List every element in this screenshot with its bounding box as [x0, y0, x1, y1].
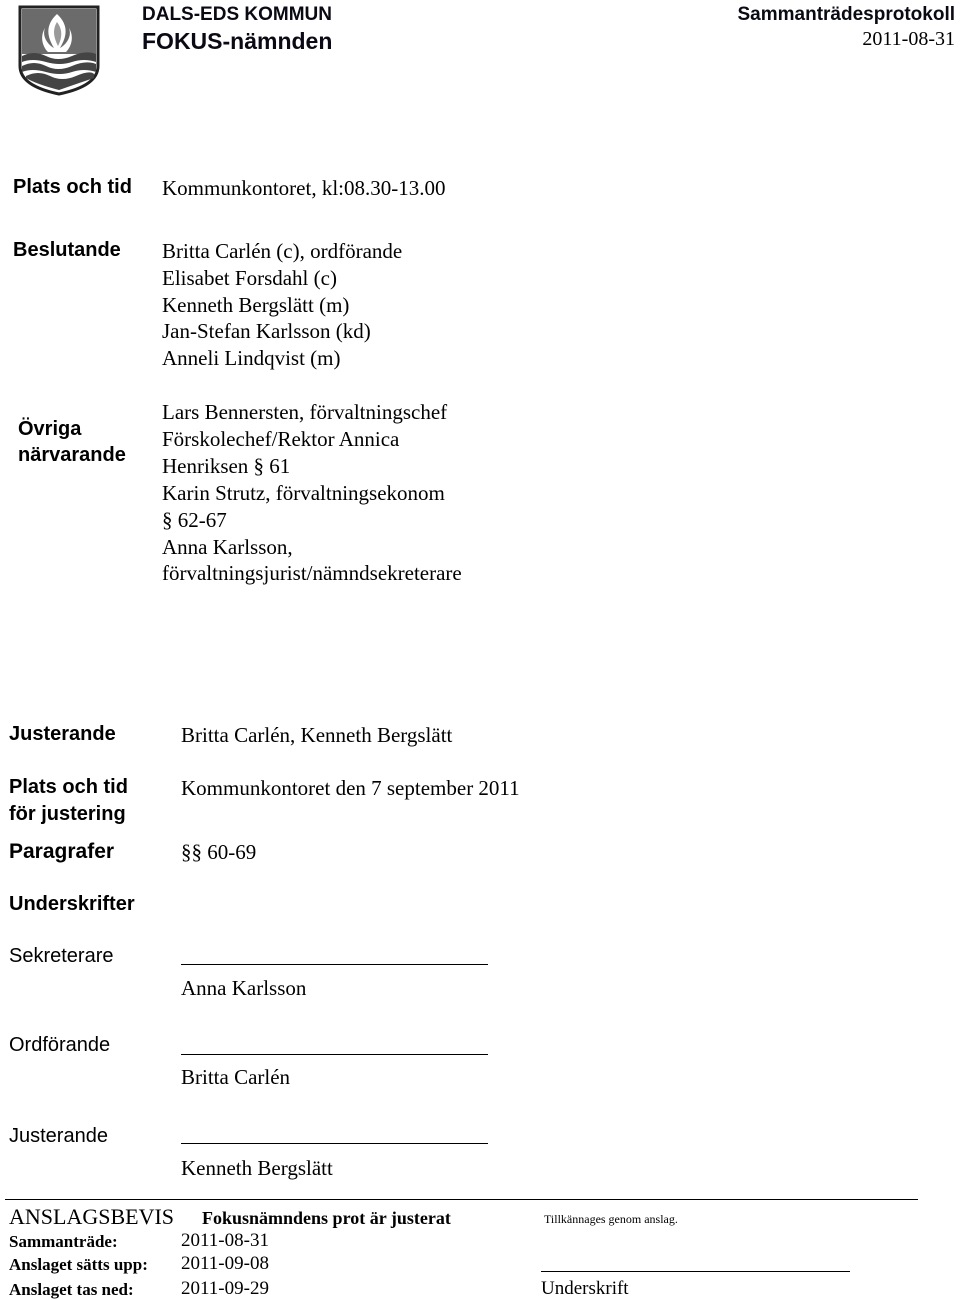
others-label: närvarande: [18, 444, 126, 466]
attendee: förvaltningsjurist/nämndsekreterare: [162, 561, 462, 585]
notice-meeting-label: Sammanträde:: [9, 1232, 118, 1251]
adjust-place-label: för justering: [9, 803, 126, 825]
attendee: § 62-67: [162, 508, 227, 532]
signature-role: Justerande: [9, 1125, 108, 1147]
signature-line: [181, 1143, 488, 1144]
committee-name: FOKUS-nämnden: [142, 28, 333, 54]
signatures-heading: Underskrifter: [9, 893, 135, 915]
adjuster-value: Britta Carlén, Kenneth Bergslätt: [181, 723, 453, 747]
attendee: Lars Bennersten, förvaltningschef: [162, 400, 448, 424]
place-label: Plats och tid: [13, 176, 132, 198]
signature-name: Britta Carlén: [181, 1065, 291, 1089]
notice-removed-label: Anslaget tas ned:: [9, 1280, 134, 1299]
deciding-label: Beslutande: [13, 239, 121, 261]
org-name: DALS-EDS KOMMUN: [142, 4, 332, 25]
notice-signature-line: [541, 1271, 850, 1272]
attendee: Henriksen § 61: [162, 454, 291, 478]
adjust-place-value: Kommunkontoret den 7 september 2011: [181, 776, 520, 800]
notice-divider: [5, 1199, 918, 1200]
deciding-member: Britta Carlén (c), ordförande: [162, 239, 403, 263]
deciding-member: Anneli Lindqvist (m): [162, 346, 341, 370]
notice-title: ANSLAGSBEVIS: [9, 1204, 175, 1229]
signature-name: Kenneth Bergslätt: [181, 1156, 333, 1180]
notice-subtitle: Fokusnämndens prot är justerat: [202, 1208, 451, 1228]
adjust-place-label: Plats och tid: [9, 776, 128, 798]
document-type: Sammanträdesprotokoll: [737, 4, 955, 25]
signature-name: Anna Karlsson: [181, 976, 307, 1000]
others-label: Övriga: [18, 418, 82, 440]
document-date: 2011-08-31: [862, 28, 955, 50]
notice-posted-label: Anslaget sätts upp:: [9, 1255, 148, 1274]
notice-removed-date: 2011-09-29: [181, 1278, 269, 1299]
deciding-member: Kenneth Bergslätt (m): [162, 293, 350, 317]
signature-role: Sekreterare: [9, 945, 114, 967]
signature-line: [181, 1054, 488, 1055]
paragraphs-value: §§ 60-69: [181, 840, 257, 864]
attendee: Karin Strutz, förvaltningsekonom: [162, 481, 445, 505]
adjuster-label: Justerande: [9, 723, 116, 745]
deciding-member: Elisabet Forsdahl (c): [162, 266, 337, 290]
attendee: Förskolechef/Rektor Annica: [162, 427, 400, 451]
place-value: Kommunkontoret, kl:08.30-13.00: [162, 176, 446, 200]
notice-signature-label: Underskrift: [541, 1278, 629, 1299]
notice-posted-date: 2011-09-08: [181, 1253, 269, 1274]
municipal-logo: [14, 4, 104, 96]
deciding-member: Jan-Stefan Karlsson (kd): [162, 319, 371, 343]
notice-announced: Tillkännages genom anslag.: [544, 1212, 678, 1226]
signature-line: [181, 964, 488, 965]
paragraphs-label: Paragrafer: [9, 840, 115, 863]
attendee: Anna Karlsson,: [162, 535, 293, 559]
notice-meeting-date: 2011-08-31: [181, 1230, 269, 1251]
signature-role: Ordförande: [9, 1034, 111, 1056]
